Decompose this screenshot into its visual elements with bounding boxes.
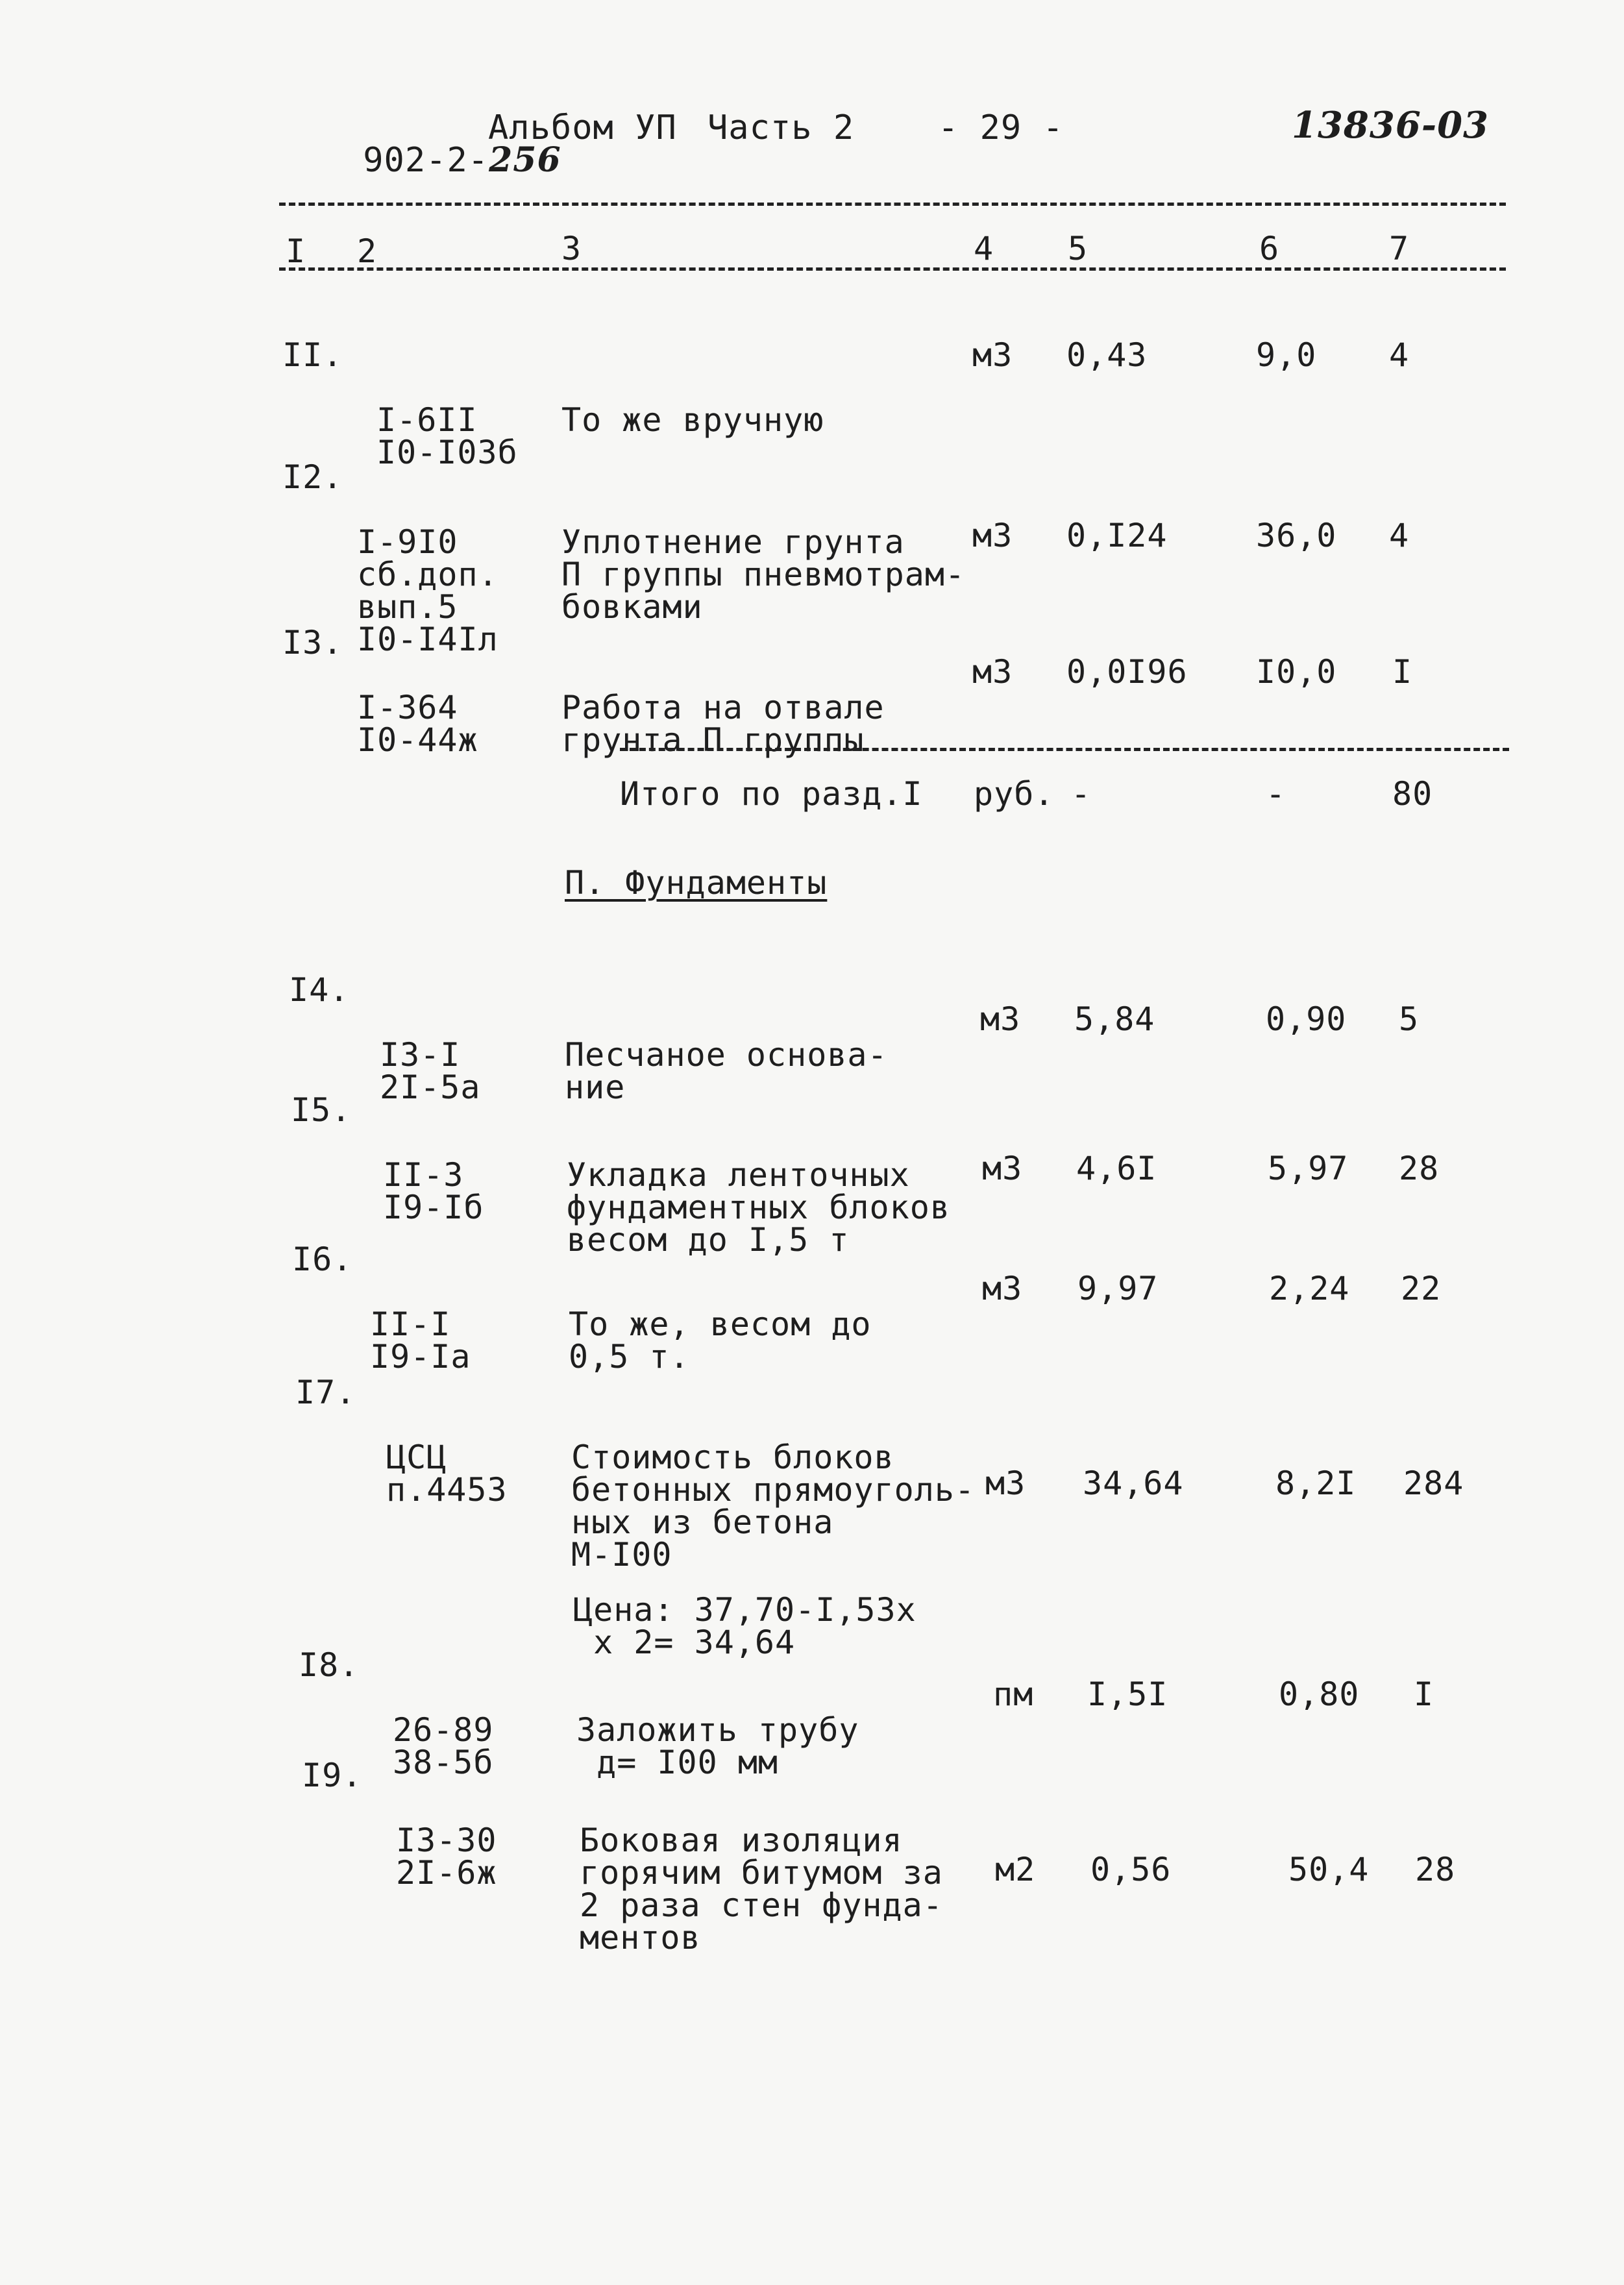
- row-12-unit: м3: [972, 517, 1013, 554]
- row-13-price: I0,0: [1256, 653, 1337, 691]
- col-4: 4: [974, 230, 994, 267]
- row-18-code: 26-89 38-5б: [393, 1711, 494, 1781]
- row-17-total: 284: [1403, 1464, 1464, 1502]
- row-13-unit: м3: [972, 653, 1013, 691]
- row-13-total: I: [1392, 653, 1413, 691]
- row-16-desc: То же, весом до 0,5 т.: [569, 1305, 872, 1376]
- row-15-total: 28: [1399, 1150, 1440, 1187]
- row-16-number: I6.: [292, 1241, 353, 1278]
- row-18-price: 0,80: [1279, 1675, 1360, 1713]
- subtotal-rule: [620, 748, 1509, 751]
- row-11-code: I-6II I0-I03б: [376, 401, 518, 471]
- row-19-price: 50,4: [1288, 1851, 1370, 1888]
- row-13-code: I-364 I0-44ж: [357, 689, 478, 759]
- subtotal-label: Итого по разд.I: [620, 775, 923, 813]
- col-3: 3: [561, 230, 582, 267]
- subtotal-price: -: [1266, 775, 1286, 813]
- row-15-unit: м3: [982, 1150, 1023, 1187]
- row-19-total: 28: [1415, 1851, 1456, 1888]
- doc-code-handwritten: 256: [489, 140, 561, 180]
- row-19-number: I9.: [302, 1757, 363, 1794]
- row-17-code: ЦСЦ п.4453: [386, 1439, 508, 1509]
- row-12-total: 4: [1389, 517, 1410, 554]
- part-label: Часть 2: [707, 108, 855, 147]
- row-16-price: 2,24: [1269, 1270, 1350, 1307]
- section-title: П. Фундаменты: [565, 864, 828, 902]
- row-17-price-note: Цена: 37,70-I,53х х 2= 34,64: [573, 1591, 917, 1661]
- row-18-number: I8.: [299, 1646, 360, 1684]
- col-1: I: [286, 232, 306, 270]
- row-17-desc: Стоимость блоков бетонных прямоуголь- ных из бетона М-I00: [571, 1439, 976, 1574]
- row-15-price: 5,97: [1268, 1150, 1349, 1187]
- row-11-total: 4: [1389, 336, 1410, 374]
- col-2: 2: [357, 232, 378, 270]
- row-16-total: 22: [1401, 1270, 1442, 1307]
- row-15-number: I5.: [291, 1091, 352, 1129]
- row-19-qty: 0,56: [1090, 1851, 1172, 1888]
- row-11-desc: То же вручную: [561, 401, 824, 439]
- row-12-desc: Уплотнение грунта П группы пневмотрам- бовками: [561, 523, 966, 626]
- row-15-desc: Укладка ленточных фундаментных блоков весом до I,5 т: [567, 1156, 950, 1259]
- row-16-code: II-I I9-Iа: [370, 1305, 471, 1376]
- row-18-total: I: [1414, 1675, 1434, 1713]
- header-top-rule: [279, 203, 1506, 206]
- row-18-desc: Заложить трубу д= I00 мм: [576, 1711, 859, 1781]
- inventory-number: 13836-03: [1292, 104, 1489, 147]
- row-15-qty: 4,6I: [1076, 1150, 1157, 1187]
- subtotal-total: 80: [1392, 775, 1433, 813]
- row-14-unit: м3: [980, 1000, 1021, 1038]
- row-12-price: 36,0: [1256, 517, 1337, 554]
- page-number: - 29 -: [938, 108, 1064, 147]
- row-13-desc: Работа на отвале грунта П группы: [561, 689, 885, 759]
- row-17-number: I7.: [295, 1374, 356, 1411]
- row-17-unit: м3: [985, 1464, 1026, 1502]
- row-14-price: 0,90: [1266, 1000, 1347, 1038]
- row-13-qty: 0,0I96: [1066, 653, 1188, 691]
- album-label: Альбом УП: [488, 108, 677, 147]
- header-bottom-rule: [279, 267, 1506, 271]
- row-12-number: I2.: [282, 458, 343, 496]
- row-14-code: I3-I 2I-5а: [380, 1036, 481, 1106]
- row-19-desc: Боковая изоляция горячим битумом за 2 раза стен фунда- ментов: [580, 1822, 943, 1957]
- row-15-code: II-3 I9-Iб: [383, 1156, 484, 1226]
- row-14-desc: Песчаное основа- ние: [565, 1036, 888, 1106]
- row-16-qty: 9,97: [1077, 1270, 1159, 1307]
- row-18-qty: I,5I: [1087, 1675, 1168, 1713]
- row-19-code: I3-30 2I-6ж: [396, 1822, 497, 1892]
- col-6: 6: [1259, 230, 1280, 267]
- row-11-number: II.: [282, 336, 343, 374]
- row-18-unit: пм: [993, 1675, 1034, 1713]
- row-13-number: I3.: [282, 624, 343, 661]
- row-17-price: 8,2I: [1275, 1464, 1357, 1502]
- row-19-unit: м2: [995, 1851, 1036, 1888]
- col-7: 7: [1389, 230, 1410, 267]
- row-11-unit: м3: [972, 336, 1013, 374]
- subtotal-unit: руб.: [974, 775, 1055, 813]
- row-14-qty: 5,84: [1074, 1000, 1155, 1038]
- row-11-price: 9,0: [1256, 336, 1317, 374]
- row-11-qty: 0,43: [1066, 336, 1148, 374]
- row-17-qty: 34,64: [1083, 1464, 1184, 1502]
- row-12-qty: 0,I24: [1066, 517, 1168, 554]
- doc-code: 902-2-256: [363, 140, 561, 180]
- row-16-unit: м3: [982, 1270, 1023, 1307]
- col-5: 5: [1068, 230, 1089, 267]
- row-14-number: I4.: [289, 971, 350, 1009]
- row-14-total: 5: [1399, 1000, 1420, 1038]
- subtotal-qty: -: [1071, 775, 1092, 813]
- row-12-code: I-9I0 сб.доп. вып.5 I0-I4Iл: [357, 523, 498, 658]
